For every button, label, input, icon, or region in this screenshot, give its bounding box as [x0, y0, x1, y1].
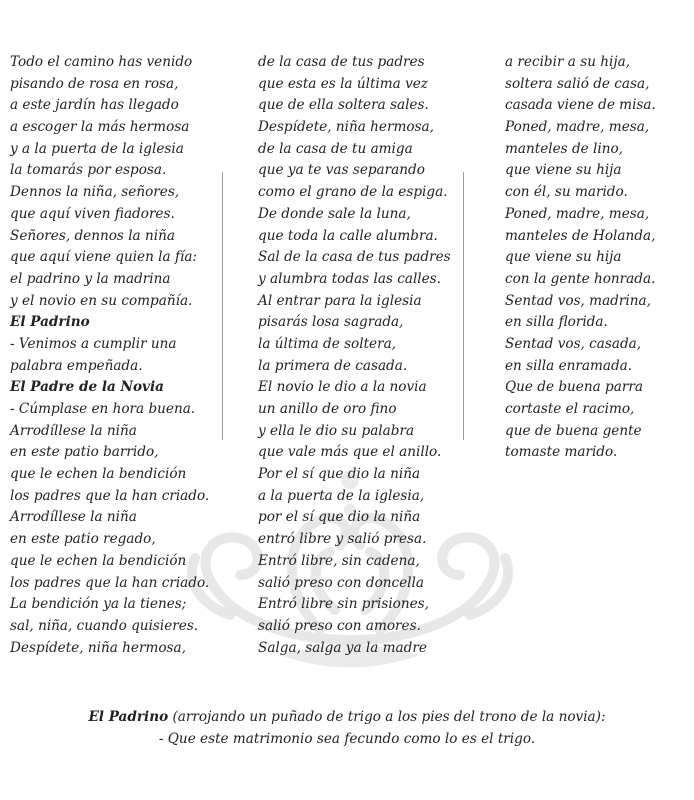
verse-line: manteles de lino,: [505, 140, 623, 157]
verse-line: que vale más que el anillo.: [258, 444, 442, 461]
verse-line: que ya te vas separando: [258, 162, 425, 179]
verse-line: a la puerta de la iglesia,: [258, 487, 425, 504]
column-divider-right: [463, 172, 464, 440]
verse-line: en este patio barrido,: [10, 444, 159, 461]
verse-line: entró libre y salió presa.: [258, 531, 427, 548]
verse-line: Poned, madre, mesa,: [505, 119, 650, 136]
verse-line: la primera de casada.: [258, 357, 408, 374]
verse-line: con la gente honrada.: [505, 270, 656, 287]
verse-line: a escoger la más hermosa: [10, 119, 190, 136]
verse-line: que de buena gente: [505, 422, 642, 439]
verse-line: salió preso con amores.: [258, 617, 421, 634]
verse-line: Sentad vos, casada,: [505, 335, 642, 352]
verse-line: en este patio regado,: [10, 531, 156, 548]
verse-line: sal, niña, cuando quisieres.: [10, 617, 199, 634]
speaker-label: El Padre de la Novia: [10, 379, 164, 396]
verse-line: a este jardín has llegado: [10, 97, 179, 114]
verse-line: y ella le dio su palabra: [258, 422, 415, 439]
poem-column-3: [505, 52, 656, 464]
footer-dialogue-line: - Que este matrimonio sea fecundo como lo es el trigo.: [158, 731, 536, 747]
verse-line: y a la puerta de la iglesia: [10, 140, 184, 157]
verse-line: Arrodíllese la niña: [10, 422, 137, 439]
poem-column-2: [258, 52, 451, 659]
verse-line: Poned, madre, mesa,: [505, 205, 650, 222]
verse-line: como el grano de la espiga.: [258, 184, 448, 201]
verse-line: Entró libre sin prisiones,: [258, 596, 429, 613]
verse-line: Despídete, niña hermosa,: [10, 639, 186, 656]
verse-line: Que de buena parra: [505, 379, 643, 396]
verse-line: pisando de rosa en rosa,: [10, 75, 179, 92]
verse-line: Por el sí que dio la niña: [258, 466, 421, 483]
verse-line: de la casa de tu amiga: [258, 140, 413, 157]
verse-line: soltera salió de casa,: [505, 75, 650, 92]
verse-line: el padrino y la madrina: [10, 270, 171, 287]
speaker-label: El Padrino: [10, 314, 90, 331]
verse-line: casada viene de misa.: [505, 97, 656, 114]
poem-column-1: [10, 52, 209, 659]
verse-line: - Cúmplase en hora buena.: [10, 401, 196, 417]
verse-line: palabra empeñada.: [10, 357, 143, 374]
verse-line: salió preso con doncella: [258, 574, 424, 591]
verse-line: un anillo de oro fino: [258, 401, 397, 417]
verse-line: con él, su marido.: [505, 184, 628, 201]
verse-line: que viene su hija: [505, 249, 622, 266]
verse-line: Señores, dennos la niña: [10, 227, 175, 244]
verse-line: que toda la calle alumbra.: [258, 227, 438, 244]
verse-line: pisarás losa sagrada,: [258, 314, 404, 331]
verse-line: por el sí que dio la niña: [258, 509, 421, 526]
verse-line: que le echen la bendición: [10, 466, 187, 483]
verse-line: Entró libre, sin cadena,: [258, 552, 420, 569]
verse-line: los padres que la han criado.: [10, 574, 210, 591]
verse-line: La bendición ya la tienes;: [10, 596, 187, 613]
verse-line: Sentad vos, madrina,: [505, 292, 651, 309]
verse-line: - Venimos a cumplir una: [10, 335, 177, 352]
verse-line: El novio le dio a la novia: [258, 379, 427, 396]
verse-line: Salga, salga ya la madre: [258, 639, 427, 656]
footer-speaker: El Padrino: [88, 709, 169, 725]
footer-stage-direction: (arrojando un puñado de trigo a los pies del trono de la novia):: [168, 709, 606, 725]
verse-line: en silla enramada.: [505, 357, 633, 374]
verse-line: los padres que la han criado.: [10, 487, 210, 504]
verse-line: la última de soltera,: [258, 335, 397, 352]
verse-line: manteles de Holanda,: [505, 227, 656, 244]
verse-line: que esta es la última vez: [258, 75, 428, 92]
verse-line: que aquí viene quien la fía:: [10, 249, 198, 266]
verse-line: Dennos la niña, señores,: [10, 184, 180, 201]
verse-line: y alumbra todas las calles.: [258, 270, 441, 287]
verse-line: que aquí viven fiadores.: [10, 205, 175, 222]
verse-line: en silla florida.: [505, 314, 608, 331]
verse-line: Arrodíllese la niña: [10, 509, 137, 526]
verse-line: a recibir a su hija,: [505, 54, 631, 70]
verse-line: Todo el camino has venido: [10, 54, 193, 70]
verse-line: De donde sale la luna,: [258, 205, 411, 222]
verse-line: Al entrar para la iglesia: [258, 292, 422, 309]
verse-line: que viene su hija: [505, 162, 622, 179]
verse-line: la tomarás por esposa.: [10, 162, 167, 179]
column-divider-left: [222, 172, 223, 440]
verse-line: que de ella soltera sales.: [258, 97, 429, 114]
verse-line: cortaste el racimo,: [505, 401, 635, 417]
verse-line: Despídete, niña hermosa,: [258, 119, 434, 136]
verse-line: de la casa de tus padres: [258, 54, 425, 70]
verse-line: que le echen la bendición: [10, 552, 187, 569]
verse-line: y el novio en su compañía.: [10, 292, 193, 309]
verse-line: Sal de la casa de tus padres: [258, 249, 451, 266]
verse-line: tomaste marido.: [505, 444, 618, 461]
footer-stage-line: [0, 706, 694, 728]
